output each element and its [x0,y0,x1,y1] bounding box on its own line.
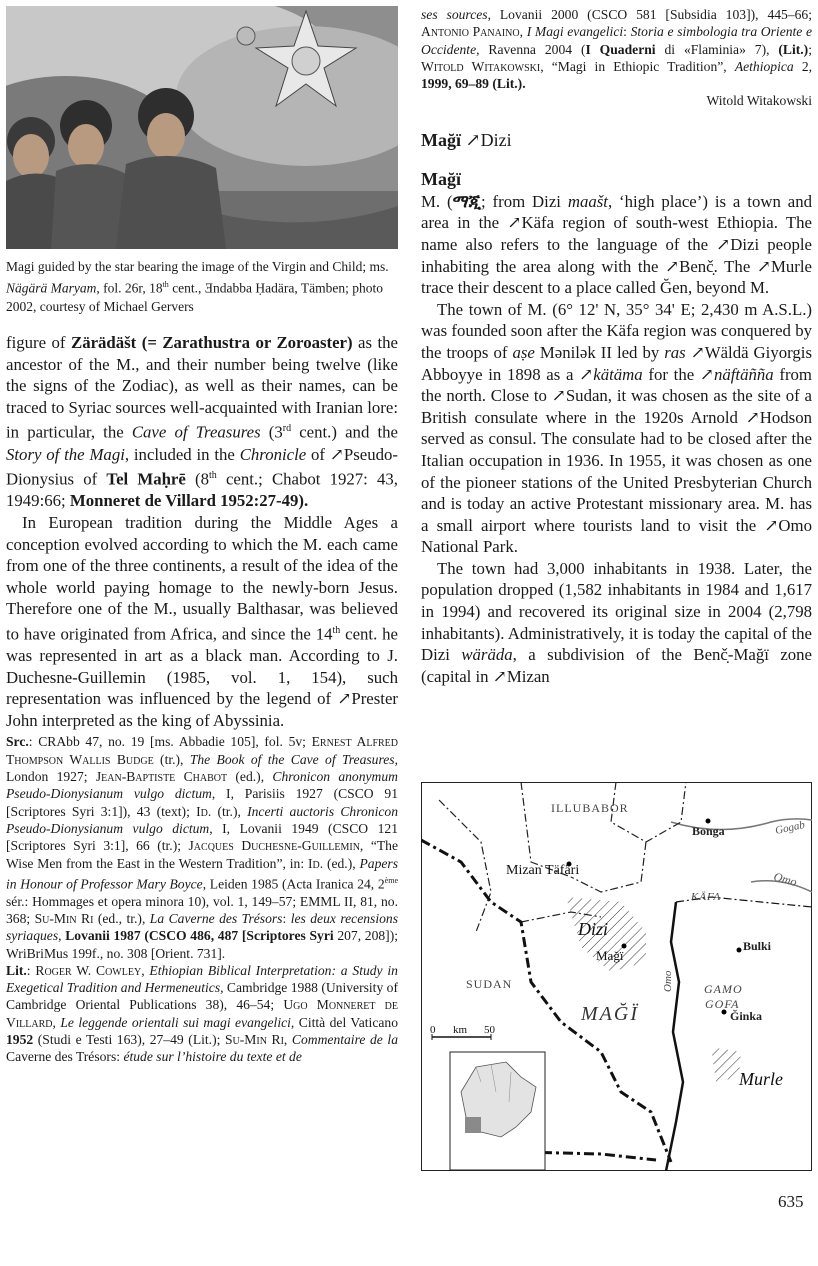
entry-body [421,191,812,688]
entry-paragraph-3: The town had 3,000 inhabitants in 1938. Later, the population dropped (1,582 inhabitants in 1984 and 1,617 in 1994) and recovered its original size in 2004 (2,798 inhabitants). Administratively, it is today the capital of the Dizi wäräda, a subdivision of the Benč̣-Mağï zone (capital in ↗Mizan [421,558,812,686]
previous-entry-literature: ses sources, Lovanii 2000 (CSCO 581 [Subsidia 103]), 445–66; Antonio Panaino, I Magi evangelici: Storia e simbologia tra Oriente e Occidente, Ravenna 2004 (I Quaderni di «Flaminia» 7), (Lit.); Witold Witakowski, “Magi in Ethiopic Tradition”, Aethiopica 2, 1999, 69–89 (Lit.). [421,7,813,92]
literature: Lit.: Roger W. Cowley, Ethiopian Biblical Interpretation: a Study in Exegetical Tradition and Hermeneutics, Cambridge 1988 (University of Cambridge Oriental Publications 38), 46–54; Ugo Monneret de Villard, Le leggende orientali sui magi evangelici, Città del Vaticano 1952 (Studi e Testi 163), 27–49 (Lit.); Su-Min Ri, Commentaire de la Caverne des Trésors: étude sur l’histoire du texte et de [6,962,398,1065]
map-label-ginka: Ğinka [730,1009,763,1023]
map-label-bulki: Bulki [743,939,772,953]
crossref-link[interactable]: ↗Dizi [461,129,512,150]
town-marker-bonga [706,819,711,824]
figure-caption: Magi guided by the star bearing the image of the Virgin and Child; ms. Nägärä Maryam, fol. 26r, 18th cent., Ǝndabba Ḥadära, Tämben; photo 2002, courtesy of Michael Gervers [6,259,389,314]
inset-highlight [465,1117,481,1133]
entry-paragraph-1: M. (ማጂ; from Dizi maašt, ‘high place’) is a town and area in the ↗Käfa region of south-west Ethiopia. The name also refers to the language of the ↗Dizi people inhabiting the area along with the ↗Benč̣. The ↗Murle trace their descent to a place called Ğen, beyond M. [421,191,812,298]
map-label-gamo: GAMO [704,982,743,996]
map-label-kafa: KÄFA [691,891,722,903]
town-marker-bulki [737,948,742,953]
page-number: 635 [778,1192,804,1211]
entry-paragraph-2: The town of M. (6° 12' N, 35° 34' E; 2,430 m A.S.L.) was founded soon after the Käfa region was conquered by the troops of aṣe Mənilək II led by ras ↗Wäldä Giyorgis Abboyye in 1898 as a ↗kätäma for the ↗näftäñña from the north. Close to ↗Sudan, it was chosen as the site of a British consulate where in the 1920s Arnold ↗Hodson served as consul. The consulate had to be closed after the Italian occupation in 1936. In 1955, it was chosen as one of the pioneer stations of the United Presbyterian Church and is today an active Protestant missionary area. M. has a small airport where tourists land to visit the ↗Omo National Park. [421,299,812,557]
entry-headword: Mağï [421,168,461,189]
inset-locator-map [450,1052,545,1170]
map-label-sudan: SUDAN [466,977,513,991]
map-label-dizi: Dizi [578,919,609,939]
crossref-headword: Mağï [421,129,461,150]
paragraph [6,332,398,731]
scale-zero: 0 [430,1024,436,1036]
right-column [421,6,812,687]
region-map [421,782,812,1171]
map-label-omo: Omo [662,970,674,992]
map-label-murle: Murle [739,1069,783,1089]
scale-fifty: 50 [484,1024,495,1036]
left-column [6,332,398,1066]
paragraph-1: figure of Zärädäšt (= Zarathustra or Zoroaster) as the ancestor of the M., and their number being twelve (like the signs of the Zodiac), as well as their names, can be traced to Syriac sources well-acquainted with Iranian lore: in particular, the Cave of Treasures (3rd cent.) and the Story of the Magi, included in the Chronicle of ↗Pseudo-Dionysius of Tel Maḥrē (8th cent.; Chabot 1927: 43, 1949:66; Monneret de Villard 1952:27-49). [6,333,398,511]
author-signature: Witold Witakowski [706,93,812,109]
map-graphic [421,782,812,1171]
map-label-magi-town: Mağï [596,948,624,963]
map-label-magi-region: MAĞÏ [581,1003,639,1025]
map-label-gogab: Gogab [774,818,806,837]
map-label-illubabor: ILLUBABOR [551,801,629,815]
sources: Src.: CRAbb 47, no. 19 [ms. Abbadie 105], fol. 5v; Ernest Alfred Thompson Wallis Budge (tr.), The Book of the Cave of Treasures, London 1927; Jean-Baptiste Chabot (ed.), Chronicon anonymum Pseudo-Dionysianum vulgo dictum, I, Parisiis 1927 (CSCO 91 [Scriptores Syri 3:1]), 43 (text); Id. (tr.), Incerti auctoris Chronicon Pseudo-Dionysianum vulgo dictum, I, Lovanii 1949 (CSCO 121 [Scriptores Syri 3:1], 66 (tr.); Jacques Duchesne-Guillemin, “The Wise Men from the East in the Western Tradition”, in: Id. (ed.), Papers in Honour of Professor Mary Boyce, Leiden 1985 (Acta Iranica 24, 2ème sér.: Hommages et opera minora 10), vol. 1, 149–57; EMML II, 81, no. 368; Su-Min Ri (ed., tr.), La Caverne des Trésors: les deux recensions syriaques, Lovanii 1987 (CSCO 486, 487 [Scriptores Syri 207, 208]); WriBriMus 199f., no. 308 [Orient. 731]. [6,734,399,961]
map-label-mizan: Mizan Täfäri [506,863,580,878]
map-label-omo-river: Omo [772,869,799,889]
magi-painting-image [6,6,398,249]
map-label-bonga: Bonga [692,824,725,838]
scale-unit: km [453,1024,468,1036]
illustration-magi [6,6,398,249]
crossref-entry [421,130,812,151]
map-label-gofa: GOFA [705,997,740,1011]
paragraph-2: In European tradition during the Middle Ages a conception evolved according to which the M. each came from one of the three continents, a result of the idea of the whole world paying homage to the newly-born Jesus. Therefore one of the M., usually Balthasar, was believed to have originated from Africa, and since the 14th cent. he was represented in art as a black man. According to J. Duchesne-Guillemin (1985, vol. 1, 154), such representation was influenced by the legend of ↗Prester John interpreted as the king of Abyssinia. [6,512,398,730]
